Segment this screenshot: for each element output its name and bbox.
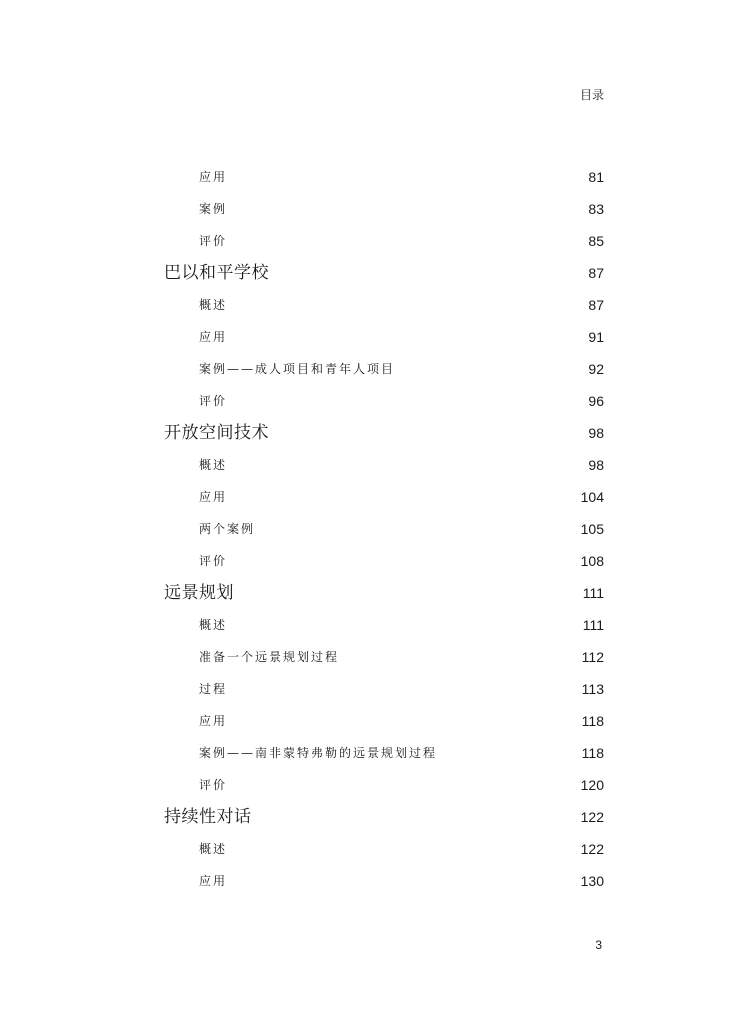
- toc-entry-title: 应用: [199, 170, 228, 184]
- toc-chapter-entry: [164, 577, 604, 609]
- toc-section-entry: [164, 225, 604, 257]
- toc-entry-title: 评价: [199, 778, 228, 792]
- toc-entry-title: 评价: [199, 554, 228, 568]
- toc-entry-page: 96: [588, 393, 604, 409]
- toc-entry-title: 应用: [199, 490, 228, 504]
- toc-section-entry: [164, 513, 604, 545]
- toc-entry-title: 概述: [199, 618, 228, 632]
- toc-entry-title: 过程: [199, 682, 228, 696]
- toc-section-entry: [164, 193, 604, 225]
- toc-section-entry: [164, 353, 604, 385]
- toc-entry-title: 准备一个远景规划过程: [199, 650, 340, 664]
- toc-section-entry: [164, 545, 604, 577]
- toc-entry-page: 118: [581, 745, 604, 761]
- toc-entry-page: 87: [588, 297, 604, 313]
- toc-entry-page: 98: [588, 457, 604, 473]
- toc-entry-title: 持续性对话: [164, 807, 252, 827]
- toc-entry-page: 130: [580, 873, 604, 889]
- toc-entry-title: 巴以和平学校: [164, 263, 269, 283]
- toc-entry-page: 91: [588, 329, 604, 345]
- toc-entry-page: 120: [580, 777, 604, 793]
- toc-entry-page: 81: [588, 169, 604, 185]
- toc-entry-title: 案例: [199, 202, 228, 216]
- toc-entry-title: 评价: [199, 394, 228, 408]
- toc-section-entry: [164, 673, 604, 705]
- toc-entry-page: 105: [580, 521, 604, 537]
- toc-entry-page: 87: [588, 265, 604, 281]
- toc-chapter-entry: [164, 257, 604, 289]
- toc-entry-page: 111: [582, 585, 604, 601]
- toc-chapter-entry: [164, 801, 604, 833]
- toc-entry-page: 98: [588, 425, 604, 441]
- toc-entry-page: 113: [581, 681, 604, 697]
- toc-section-entry: [164, 833, 604, 865]
- toc-section-entry: [164, 385, 604, 417]
- toc-entry-page: 118: [581, 713, 604, 729]
- table-of-contents: [164, 161, 604, 897]
- toc-entry-title: 案例——成人项目和青年人项目: [199, 362, 396, 376]
- toc-section-entry: [164, 449, 604, 481]
- toc-section-entry: [164, 609, 604, 641]
- toc-section-entry: [164, 641, 604, 673]
- toc-section-entry: [164, 769, 604, 801]
- toc-entry-page: 92: [588, 361, 604, 377]
- toc-entry-title: 概述: [199, 298, 228, 312]
- toc-section-entry: [164, 321, 604, 353]
- toc-entry-title: 应用: [199, 330, 228, 344]
- toc-entry-title: 案例——南非蒙特弗勒的远景规划过程: [199, 746, 438, 760]
- toc-entry-page: 111: [582, 617, 604, 633]
- toc-entry-title: 概述: [199, 458, 228, 472]
- toc-entry-page: 104: [580, 489, 604, 505]
- toc-entry-page: 122: [580, 809, 604, 825]
- toc-entry-title: 开放空间技术: [164, 423, 269, 443]
- toc-section-entry: [164, 161, 604, 193]
- toc-entry-page: 112: [581, 649, 604, 665]
- running-header: 目录: [579, 88, 604, 102]
- toc-entry-title: 远景规划: [164, 583, 234, 603]
- toc-section-entry: [164, 705, 604, 737]
- toc-entry-title: 应用: [199, 874, 228, 888]
- toc-entry-title: 两个案例: [199, 522, 256, 536]
- toc-entry-page: 85: [588, 233, 604, 249]
- toc-chapter-entry: [164, 417, 604, 449]
- toc-entry-page: 122: [580, 841, 604, 857]
- toc-entry-title: 应用: [199, 714, 228, 728]
- toc-section-entry: [164, 481, 604, 513]
- page-number: 3: [595, 938, 602, 952]
- toc-entry-page: 83: [588, 201, 604, 217]
- toc-section-entry: [164, 865, 604, 897]
- toc-entry-title: 评价: [199, 234, 228, 248]
- toc-section-entry: [164, 289, 604, 321]
- toc-section-entry: [164, 737, 604, 769]
- toc-entry-title: 概述: [199, 842, 228, 856]
- toc-entry-page: 108: [580, 553, 604, 569]
